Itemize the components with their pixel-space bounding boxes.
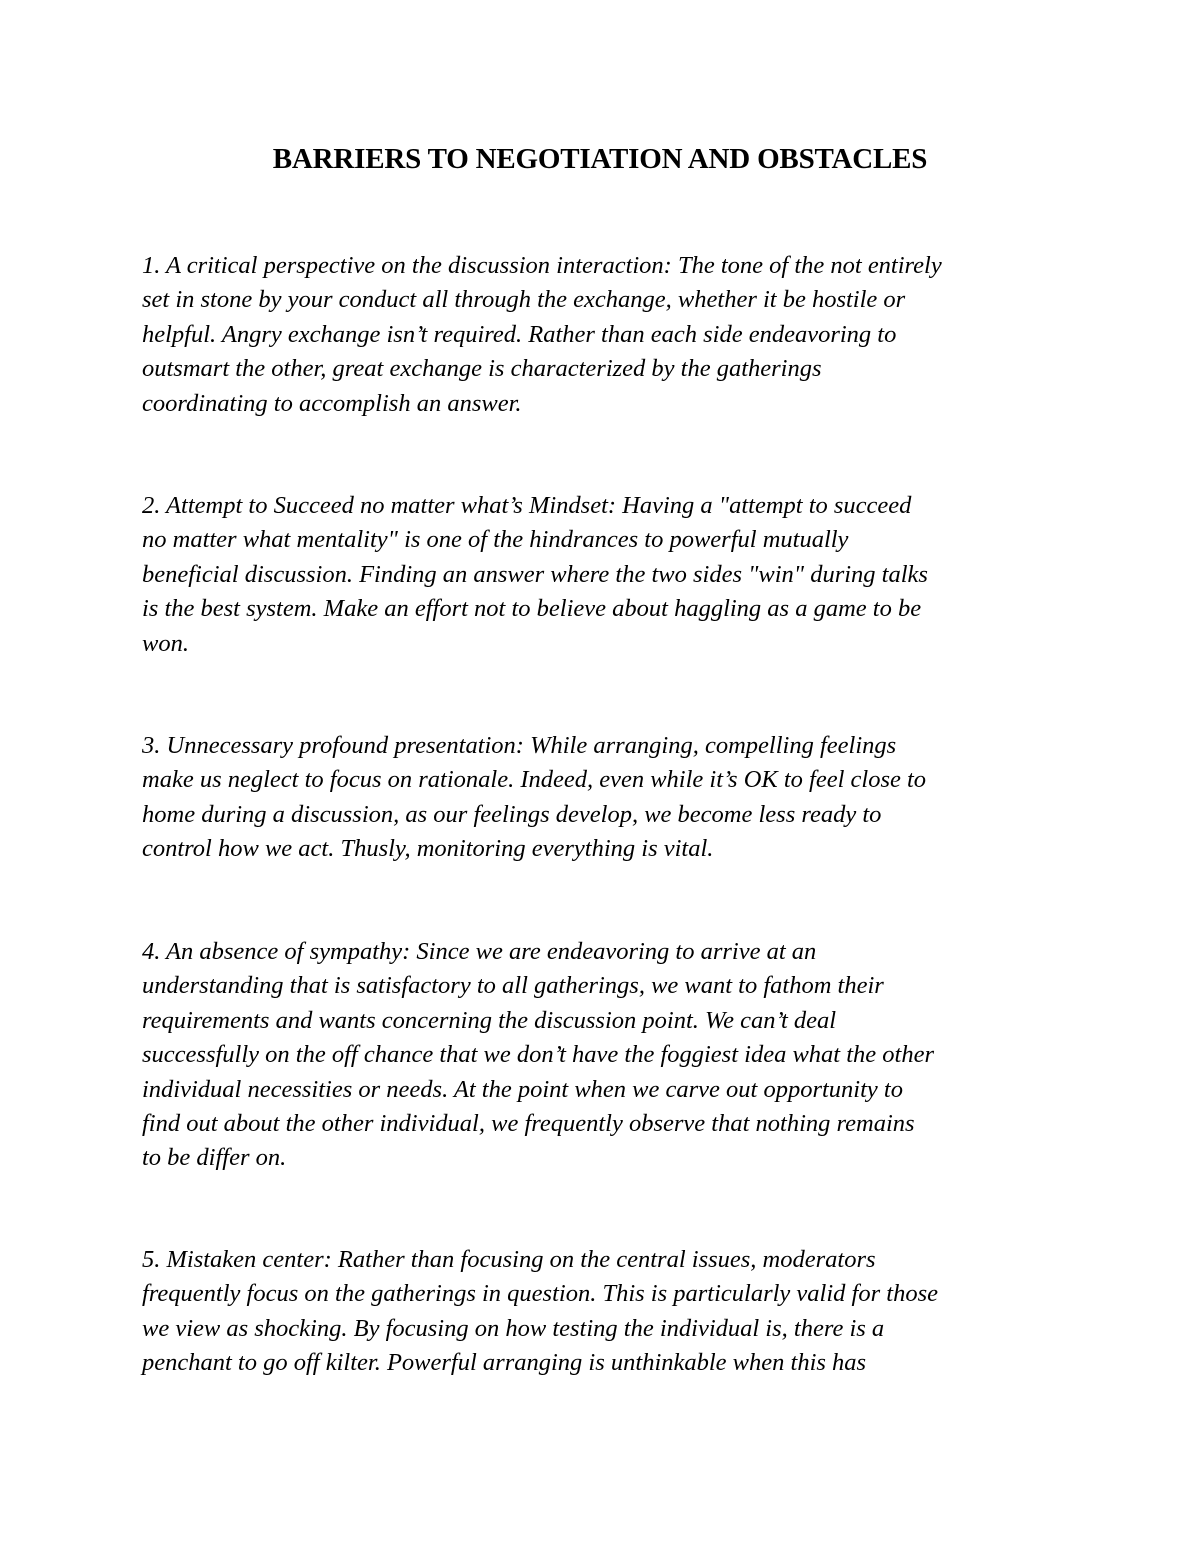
paragraph-2 [142,489,1062,661]
paragraph-line: we view as shocking. By focusing on how testing the individual is, there is a [142,1314,885,1342]
paragraph-line: helpful. Angry exchange isn’t required. Rather than each side endeavoring to [142,320,897,348]
paragraph-line: make us neglect to focus on rationale. Indeed, even while it’s OK to feel close to [142,766,927,794]
paragraph-line: find out about the other individual, we frequently observe that nothing remains [142,1110,915,1138]
paragraph-line: penchant to go off kilter. Powerful arranging is unthinkable when this has [142,1349,867,1377]
paragraph-line: coordinating to accomplish an answer. [142,389,522,417]
paragraph-5 [142,1243,1062,1381]
paragraph-4 [142,935,1062,1176]
paragraph-line: won. [142,629,189,657]
paragraph-line: 3. Unnecessary profound presentation: While arranging, compelling feelings [142,732,897,759]
paragraph-line: outsmart the other, great exchange is characterized by the gatherings [142,355,822,383]
paragraph-line: no matter what mentality" is one of the hindrances to powerful mutually [142,526,849,554]
paragraph-line: is the best system. Make an effort not to believe about haggling as a game to be [142,595,922,623]
paragraph-1 [142,249,1062,421]
paragraph-line: set in stone by your conduct all through the exchange, whether it be hostile or [142,286,906,314]
paragraph-line: control how we act. Thusly, monitoring everything is vital. [142,835,714,863]
paragraph-3 [142,729,1062,867]
paragraph-line: to be differ on. [142,1144,287,1172]
document-title: BARRIERS TO NEGOTIATION AND OBSTACLES [272,143,928,175]
paragraph-line: requirements and wants concerning the discussion point. We can’t deal [142,1006,837,1034]
paragraph-line: home during a discussion, as our feelings develop, we become less ready to [142,800,882,828]
paragraph-line: successfully on the off chance that we don’t have the foggiest idea what the other [142,1041,935,1069]
paragraph-line: 2. Attempt to Succeed no matter what’s Mindset: Having a "attempt to succeed [142,492,912,519]
paragraph-line: understanding that is satisfactory to all gatherings, we want to fathom their [142,972,884,1000]
paragraph-line: frequently focus on the gatherings in question. This is particularly valid for those [142,1280,938,1308]
paragraph-line: beneficial discussion. Finding an answer where the two sides "win" during talks [142,560,928,588]
paragraph-line: 5. Mistaken center: Rather than focusing on the central issues, moderators [142,1246,876,1273]
paragraph-line: individual necessities or needs. At the point when we carve out opportunity to [142,1075,903,1103]
paragraph-line: 4. An absence of sympathy: Since we are endeavoring to arrive at an [142,938,817,965]
paragraph-line: 1. A critical perspective on the discussion interaction: The tone of the not entirely [142,252,942,279]
